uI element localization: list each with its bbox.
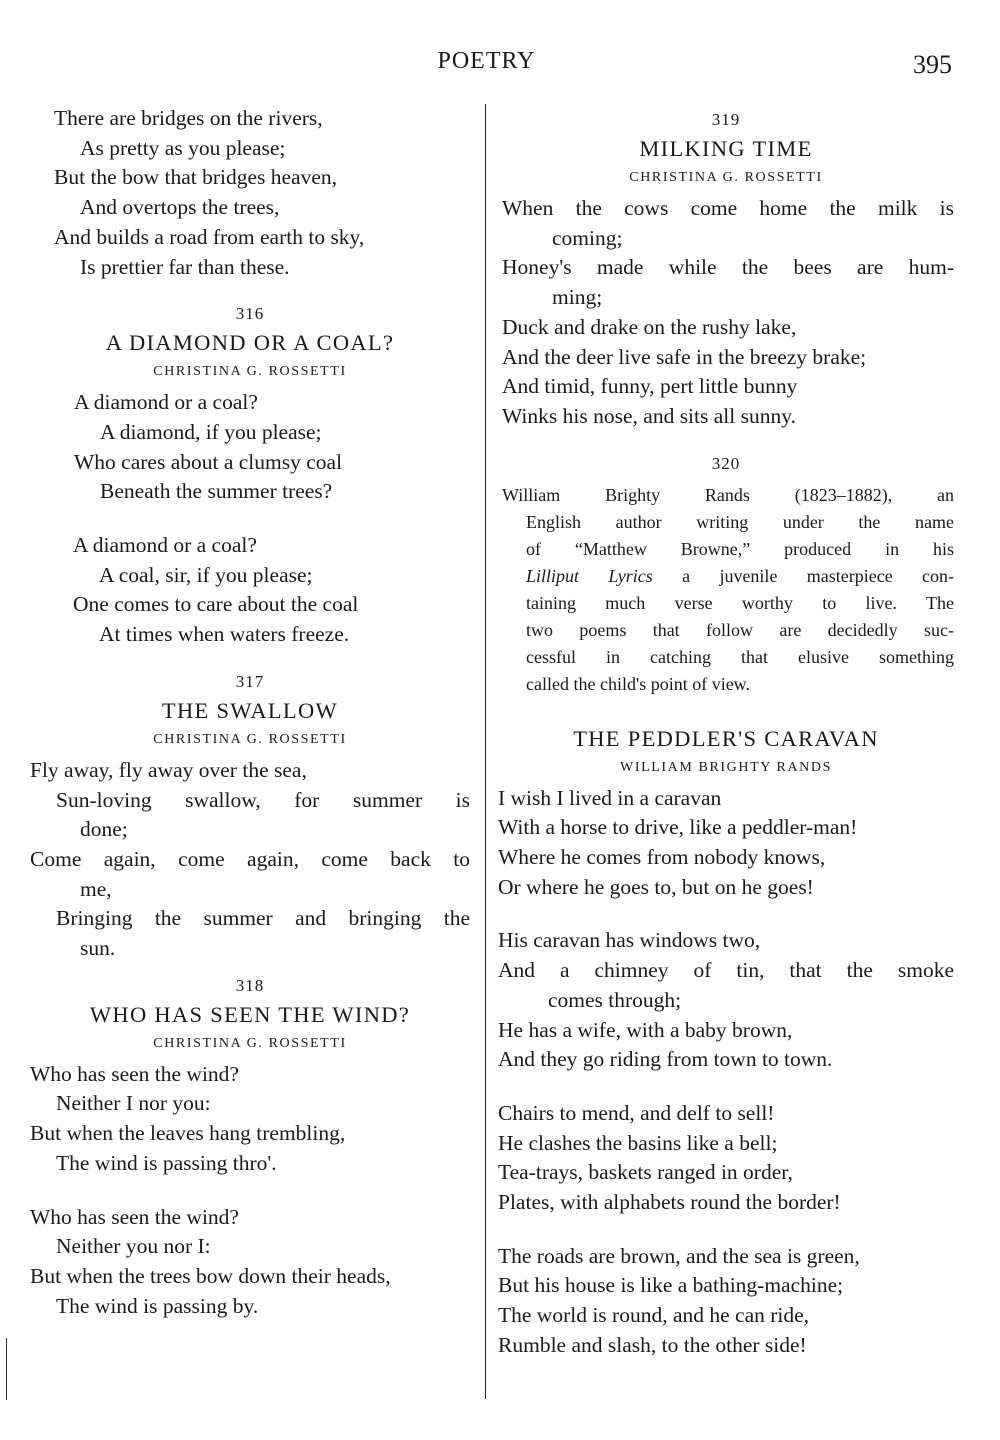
poem-line: A diamond, if you please; xyxy=(100,419,322,444)
poem-author: CHRISTINA G. ROSSETTI xyxy=(629,170,823,185)
poem-line: And overtops the trees, xyxy=(80,195,280,220)
poem-line: Come again, come again, come back to xyxy=(30,846,470,871)
poem-line: But his house is like a bathing-machine; xyxy=(498,1273,844,1298)
note-line xyxy=(502,563,954,590)
poem-line: Neither I nor you: xyxy=(56,1091,211,1116)
note-line: called the child's point of view. xyxy=(526,673,751,694)
poem-317 xyxy=(30,670,470,964)
poem-line: Plates, with alphabets round the border! xyxy=(498,1190,841,1215)
poem-line: The wind is passing by. xyxy=(56,1293,259,1318)
poem-line: At times when waters freeze. xyxy=(99,622,350,647)
poem-stanza xyxy=(30,104,470,282)
poem-line: And a chimney of tin, that the smoke xyxy=(498,958,954,983)
poem-number: 316 xyxy=(235,304,265,324)
poem-line: Honey's made while the bees are hum- xyxy=(502,255,954,280)
poem-stanza xyxy=(498,926,954,1075)
biographical-note xyxy=(498,482,954,698)
poem-line: And they go riding from town to town. xyxy=(498,1047,833,1072)
running-title: POETRY xyxy=(437,48,536,74)
poem-line: There are bridges on the rivers, xyxy=(54,106,323,130)
page-number: 395 xyxy=(913,50,952,79)
poem-318 xyxy=(30,974,470,1322)
poem-stanza xyxy=(30,531,470,650)
poem-line: Sun-loving swallow, for summer is xyxy=(56,787,470,812)
poem-line: Rumble and slash, to the other side! xyxy=(498,1332,807,1357)
poem-line: me, xyxy=(80,876,112,901)
poem-line: Neither you nor I: xyxy=(56,1234,211,1259)
book-title: Lilliput Lyrics xyxy=(526,565,653,586)
poem-stanza xyxy=(498,784,954,903)
poem-line: I wish I lived in a caravan xyxy=(498,785,722,810)
poem-line: The world is round, and he can ride, xyxy=(498,1303,810,1328)
poem-title: THE SWALLOW xyxy=(161,697,339,723)
poem-title: MILKING TIME xyxy=(639,136,813,161)
running-head xyxy=(0,48,1000,80)
column-divider xyxy=(485,104,486,1399)
right-column xyxy=(498,104,954,1361)
poem-line: Tea-trays, baskets ranged in order, xyxy=(498,1160,793,1185)
poem-line: done; xyxy=(80,817,128,842)
poem-line: Where he comes from nobody knows, xyxy=(498,845,826,870)
poem-stanza xyxy=(30,756,470,964)
poem-line: comes through; xyxy=(548,987,682,1012)
poem-author: CHRISTINA G. ROSSETTI xyxy=(153,731,347,747)
poem-line: The roads are brown, and the sea is green, xyxy=(498,1243,860,1268)
poem-stanza xyxy=(30,1203,470,1322)
poem-line: Who has seen the wind? xyxy=(30,1061,239,1086)
poem-line: He has a wife, with a baby brown, xyxy=(498,1017,793,1042)
poem-line: ming; xyxy=(552,285,603,310)
poem-stanza xyxy=(498,1099,954,1218)
poem-line: And the deer live safe in the breezy brake; xyxy=(502,344,867,369)
poem-number: 320 xyxy=(711,453,741,473)
poem-stanza xyxy=(498,1242,954,1361)
poem-line: A coal, sir, if you please; xyxy=(99,562,313,587)
poem-line: Beneath the summer trees? xyxy=(100,479,333,504)
poem-line: Chairs to mend, and delf to sell! xyxy=(498,1100,775,1125)
poem-line: His caravan has windows two, xyxy=(498,928,761,953)
poem-author: WILLIAM BRIGHTY RANDS xyxy=(620,759,832,775)
poem-line: coming; xyxy=(552,225,623,250)
poem-line: But the bow that bridges heaven, xyxy=(54,165,338,190)
poem-320 xyxy=(498,452,954,1361)
poem-line: One comes to care about the coal xyxy=(73,592,359,617)
poem-line: But when the trees bow down their heads, xyxy=(30,1263,391,1288)
poem-title: THE PEDDLER'S CARAVAN xyxy=(573,725,879,751)
poem-line: Duck and drake on the rushy lake, xyxy=(502,314,797,339)
poem-line: Who cares about a clumsy coal xyxy=(74,449,343,474)
poem-line: Fly away, fly away over the sea, xyxy=(30,757,307,782)
note-line: English author writing under the name xyxy=(526,511,954,532)
poem-line: Is prettier far than these. xyxy=(80,254,290,279)
poem-line: As pretty as you please; xyxy=(80,135,286,160)
poem-line: When the cows come home the milk is xyxy=(502,196,954,220)
poem-line: And timid, funny, pert little bunny xyxy=(502,374,798,399)
poem-line: sun. xyxy=(80,936,116,961)
poem-stanza xyxy=(30,388,470,507)
poem-319 xyxy=(498,108,954,432)
poem-line: Bringing the summer and bringing the xyxy=(56,906,470,931)
poem-author: CHRISTINA G. ROSSETTI xyxy=(153,1035,347,1051)
poem-line: But when the leaves hang trembling, xyxy=(30,1121,346,1146)
poem-line: With a horse to drive, like a peddler-man! xyxy=(498,815,858,840)
note-line: of “Matthew Browne,” produced in his xyxy=(526,538,954,559)
poem-line: A diamond or a coal? xyxy=(73,533,257,558)
poem-number: 319 xyxy=(711,110,741,129)
poem-line: And builds a road from earth to sky, xyxy=(54,224,365,249)
note-text: a juvenile masterpiece con- xyxy=(652,565,955,586)
poem-line: He clashes the basins like a bell; xyxy=(498,1130,778,1155)
left-column xyxy=(30,104,470,1321)
poem-316 xyxy=(30,302,470,650)
note-line: William Brighty Rands (1823–1882), an xyxy=(502,484,954,505)
note-line: taining much verse worthy to live. The xyxy=(526,592,954,613)
note-line: cessful in catching that elusive something xyxy=(526,646,954,667)
note-line: two poems that follow are decidedly suc- xyxy=(526,619,954,640)
poem-line: Who has seen the wind? xyxy=(30,1204,239,1229)
poem-line: A diamond or a coal? xyxy=(74,390,258,415)
margin-mark xyxy=(6,1338,7,1400)
poem-author: CHRISTINA G. ROSSETTI xyxy=(153,364,347,380)
poem-line: Or where he goes to, but on he goes! xyxy=(498,874,814,899)
poem-title: A DIAMOND OR A COAL? xyxy=(105,330,395,356)
poem-line: The wind is passing thro'. xyxy=(56,1150,277,1175)
poem-stanza xyxy=(30,1060,470,1179)
poem-line: Winks his nose, and sits all sunny. xyxy=(502,403,796,428)
poem-number: 317 xyxy=(235,671,265,691)
poem-stanza xyxy=(498,194,954,432)
poem-title: WHO HAS SEEN THE WIND? xyxy=(89,1001,411,1027)
poem-number: 318 xyxy=(235,975,265,995)
